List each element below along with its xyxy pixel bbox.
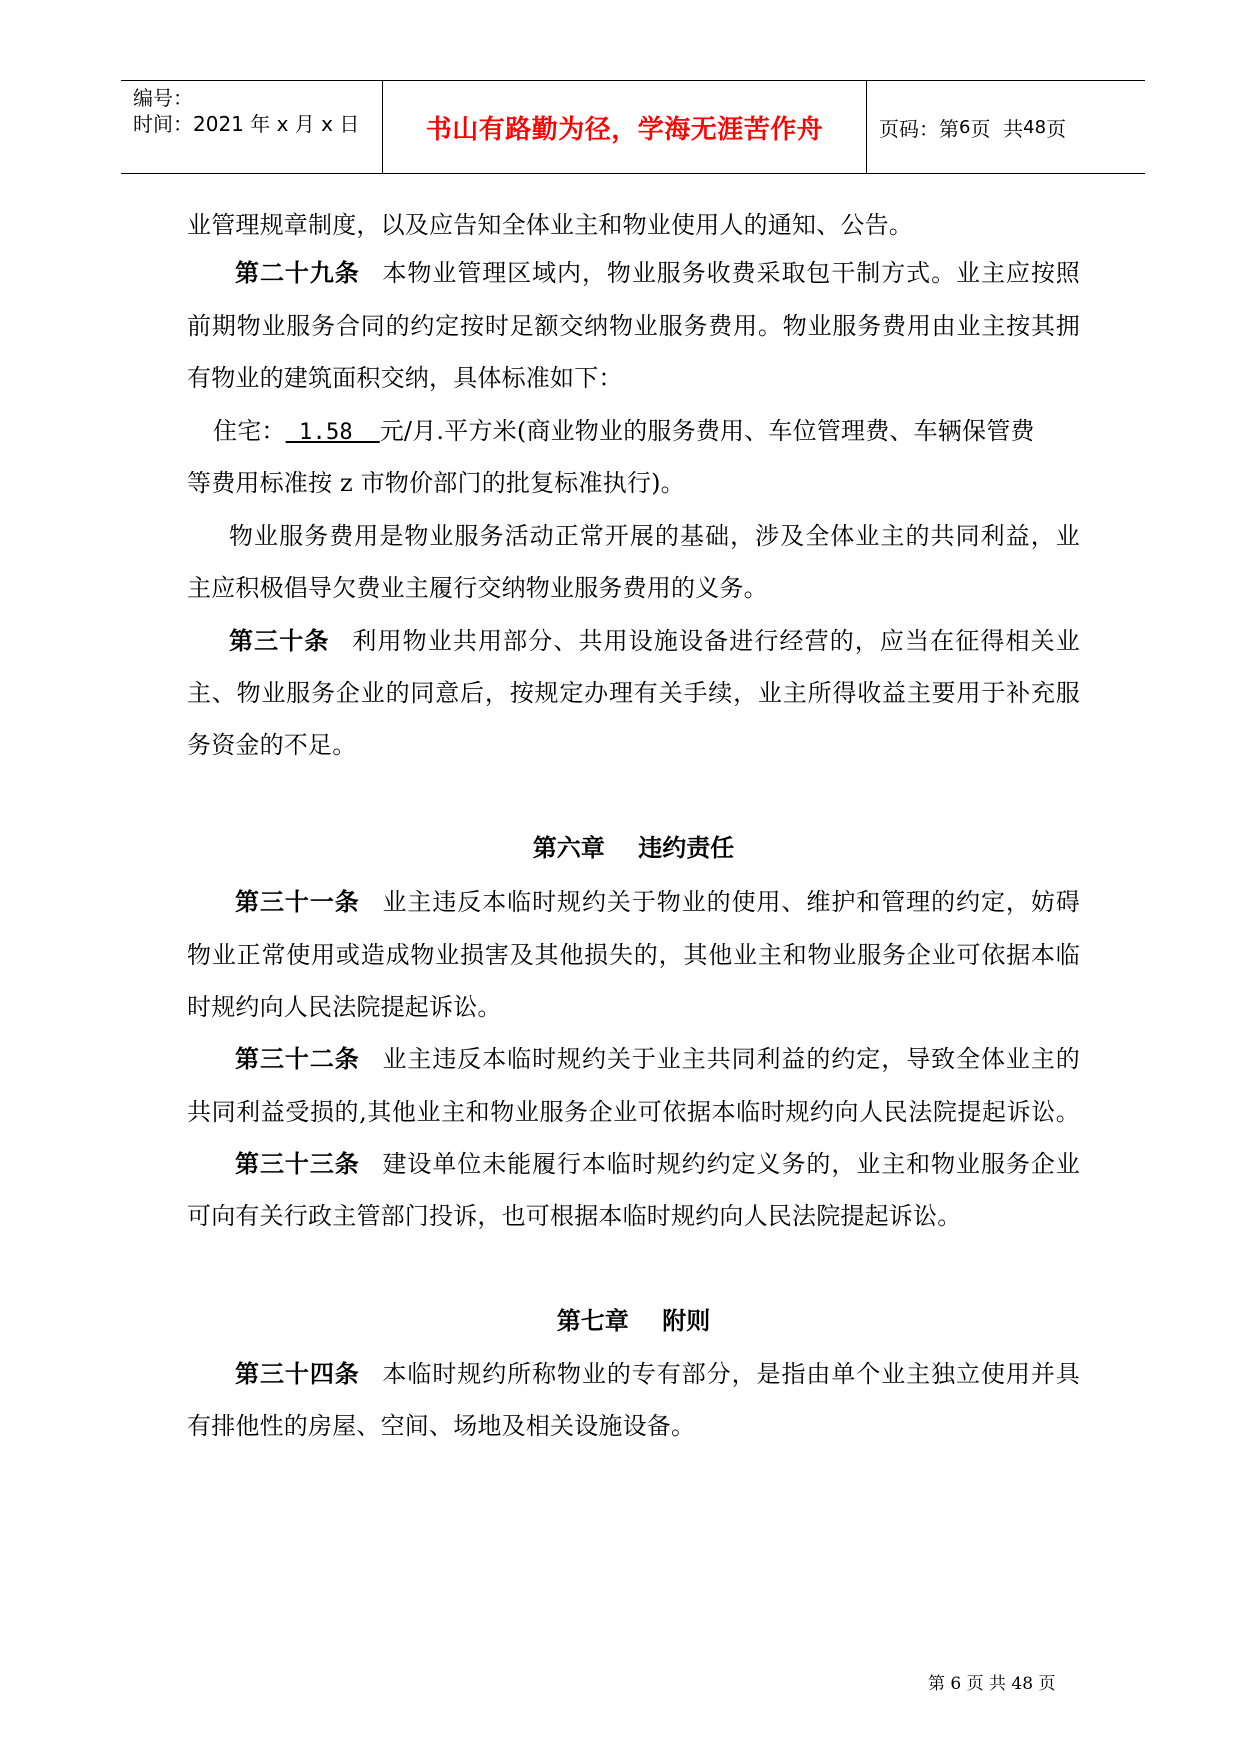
article-29-line-1: 第二十九条 本物业管理区域内，物业服务收费采取包干制方式。业主应按照 <box>235 259 1080 287</box>
page-footer: 第 6 页 共 48 页 <box>928 1674 1056 1694</box>
chapter-6-heading: 第六章 违约责任 <box>532 834 735 862</box>
article-33-title: 第三十三条 <box>235 1150 360 1178</box>
page-prefix: 页码：第 <box>879 116 959 141</box>
article-34-line-1: 第三十四条 本临时规约所称物业的专有部分，是指由单个业主独立使用并具 <box>235 1360 1080 1388</box>
article-32-line-1: 第三十二条 业主违反本临时规约关于业主共同利益的约定，导致全体业主的 <box>235 1045 1080 1073</box>
article-30-line-2: 主、物业服务企业的同意后，按规定办理有关手续，业主所得收益主要用于补充服 <box>187 679 1080 707</box>
page-total: 48 <box>1023 116 1047 138</box>
fee-value: 1.58 <box>285 420 380 445</box>
fee-standard-line-2: 等费用标准按 z 市物价部门的批复标准执行)。 <box>187 469 685 497</box>
fee-description: 元/月.平方米(商业物业的服务费用、车位管理费、车辆保管费 <box>379 417 1035 445</box>
article-29-line-2: 前期物业服务合同的约定按时足额交纳物业服务费用。物业服务费用由业主按其拥 <box>187 312 1080 340</box>
fee-paragraph-line-2: 主应积极倡导欠费业主履行交纳物业服务费用的义务。 <box>187 574 768 602</box>
header-page-number <box>867 81 1145 173</box>
article-33-line-2: 可向有关行政主管部门投诉，也可根据本临时规约向人民法院提起诉讼。 <box>187 1202 962 1230</box>
article-30-line-1: 第三十条 利用物业共用部分、共用设施设备进行经营的，应当在征得相关业 <box>229 627 1080 655</box>
fee-label: 住宅： <box>213 417 286 445</box>
article-32-title: 第三十二条 <box>235 1045 360 1073</box>
fee-paragraph-line-1: 物业服务费用是物业服务活动正常开展的基础，涉及全体业主的共同利益，业 <box>229 522 1080 550</box>
article-32-line-2: 共同利益受损的,其他业主和物业服务企业可依据本临时规约向人民法院提起诉讼。 <box>187 1098 1080 1126</box>
header-meta <box>121 81 383 173</box>
article-34-title: 第三十四条 <box>235 1360 360 1388</box>
article-33-line-1: 第三十三条 建设单位未能履行本临时规约约定义务的，业主和物业服务企业 <box>235 1150 1080 1178</box>
article-31-line-2: 物业正常使用或造成物业损害及其他损失的，其他业主和物业服务企业可依据本临 <box>187 941 1080 969</box>
article-31-line-1: 第三十一条 业主违反本临时规约关于物业的使用、维护和管理的约定，妨碍 <box>235 888 1080 916</box>
article-29-title: 第二十九条 <box>235 259 360 287</box>
page-header <box>121 80 1145 174</box>
page-current: 6 <box>959 116 971 138</box>
article-34-line-2: 有排他性的房屋、空间、场地及相关设施设备。 <box>187 1412 696 1440</box>
page-suffix: 页 <box>1046 116 1067 141</box>
document-time: 时间：2021 年 x 月 x 日 <box>133 112 360 136</box>
article-31-title: 第三十一条 <box>235 888 360 916</box>
article-30-title: 第三十条 <box>229 627 330 655</box>
article-29-line-3: 有物业的建筑面积交纳，具体标准如下： <box>187 364 623 392</box>
header-motto: 书山有路勤为径，学海无涯苦作舟 <box>383 81 867 173</box>
paragraph-line: 业管理规章制度，以及应告知全体业主和物业使用人的通知、公告。 <box>187 211 913 239</box>
page-mid: 页 共 <box>970 116 1024 141</box>
chapter-7-heading: 第七章 附则 <box>556 1307 711 1335</box>
article-31-line-3: 时规约向人民法院提起诉讼。 <box>187 993 502 1021</box>
fee-standard-line <box>213 416 1080 448</box>
article-30-line-3: 务资金的不足。 <box>187 731 357 759</box>
document-number-label: 编号： <box>133 86 193 110</box>
